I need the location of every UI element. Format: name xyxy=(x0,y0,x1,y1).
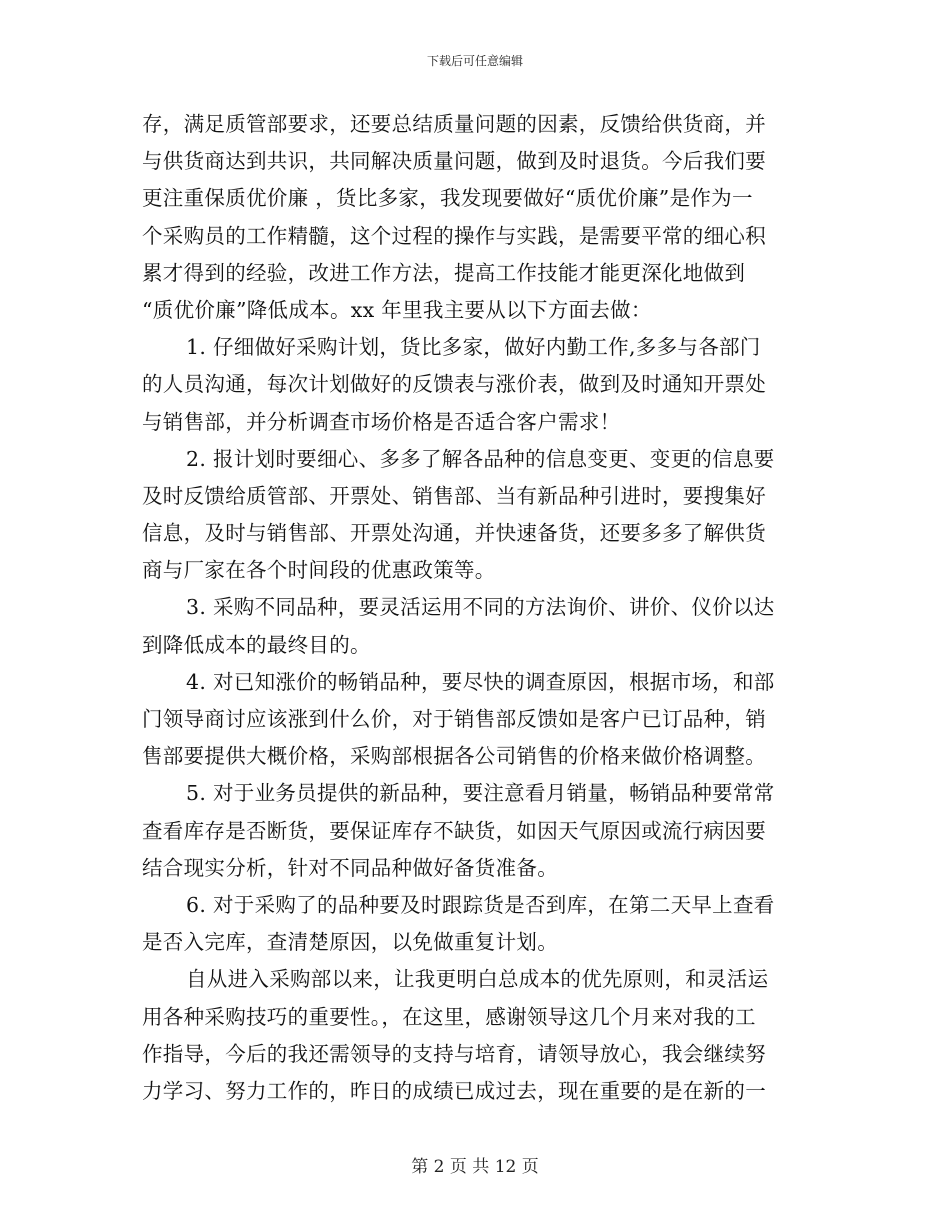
body-text-line: 门领导商讨应该涨到什么价，对于销售部反馈如是客户已订品种，销 xyxy=(142,707,766,731)
body-text-line: 与销售部，并分析调查市场价格是否适合客户需求！ xyxy=(142,409,621,434)
body-text-line: 查看库存是否断货，要保证库存不缺货，如因天气原因或流行病因要 xyxy=(142,818,766,843)
body-text-line: 更注重保质优价廉 ，货比多家，我发现要做好“质优价廉”是作为一 xyxy=(142,186,753,211)
page-number-footer: 第 2 页 共 12 页 xyxy=(411,1157,539,1177)
body-text-line: 5. 对于业务员提供的新品种，要注意看月销量，畅销品种要常常 xyxy=(186,781,775,806)
body-text-line: 用各种采购技巧的重要性。，在这里，感谢领导这几个月来对我的工 xyxy=(142,1004,756,1029)
body-text-line: 结合现实分析，针对不同品种做好备货准备。 xyxy=(142,855,558,880)
body-text-line: “质优价廉”降低成本。xx 年里我主要从以下方面去做： xyxy=(142,297,652,322)
document-body xyxy=(142,106,808,1110)
page-header: 下载后可任意编辑 xyxy=(426,54,523,68)
body-text-line: 2. 报计划时要细心、多多了解各品种的信息变更、变更的信息要 xyxy=(186,446,775,471)
body-text-line: 力学习、努力工作的，昨日的成绩已成过去，现在重要的是在新的一 xyxy=(142,1078,766,1103)
body-text-line: 4. 对已知涨价的畅销品种，要尽快的调查原因，根据市场，和部 xyxy=(186,669,775,694)
body-text-line: 商与厂家在各个时间段的优惠政策等。 xyxy=(142,558,496,583)
body-text-line: 累才得到的经验，改进工作方法，提高工作技能才能更深化地做到 xyxy=(142,260,746,285)
body-text-line: 售部要提供大概价格，采购部根据各公司销售的价格来做价格调整。 xyxy=(142,744,766,769)
body-text-line: 作指导，今后的我还需领导的支持与培育，请领导放心，我会继续努 xyxy=(142,1041,766,1066)
body-text-line: 是否入完库，查清楚原因，以免做重复计划。 xyxy=(142,930,558,955)
body-text-line: 6. 对于采购了的品种要及时跟踪货是否到库，在第二天早上查看 xyxy=(186,892,775,917)
body-text-line: 及时反馈给质管部、开票处、销售部、当有新品种引进时，要搜集好 xyxy=(142,483,766,508)
body-text-line: 3. 采购不同品种，要灵活运用不同的方法询价、讲价、仪价以达 xyxy=(186,595,775,620)
body-text-line: 的人员沟通，每次计划做好的反馈表与涨价表，做到及时通知开票处 xyxy=(142,372,766,397)
body-text-line: 到降低成本的最终目的。 xyxy=(142,632,371,657)
body-text-line: 自从进入采购部以来，让我更明白总成本的优先原则，和灵活运 xyxy=(186,967,769,992)
body-text-line: 存，满足质管部要求，还要总结质量问题的因素，反馈给供货商，并 xyxy=(142,112,766,136)
body-text-line: 与供货商达到共识，共同解决质量问题，做到及时退货。今后我们要 xyxy=(142,149,766,174)
body-text-line: 信息，及时与销售部、开票处沟通，并快速备货，还要多多了解供货 xyxy=(142,521,766,546)
body-text-line: 1. 仔细做好采购计划，货比多家，做好内勤工作,多多与各部门 xyxy=(186,335,761,360)
body-text-line: 个采购员的工作精髓，这个过程的操作与实践，是需要平常的细心积 xyxy=(142,223,766,248)
